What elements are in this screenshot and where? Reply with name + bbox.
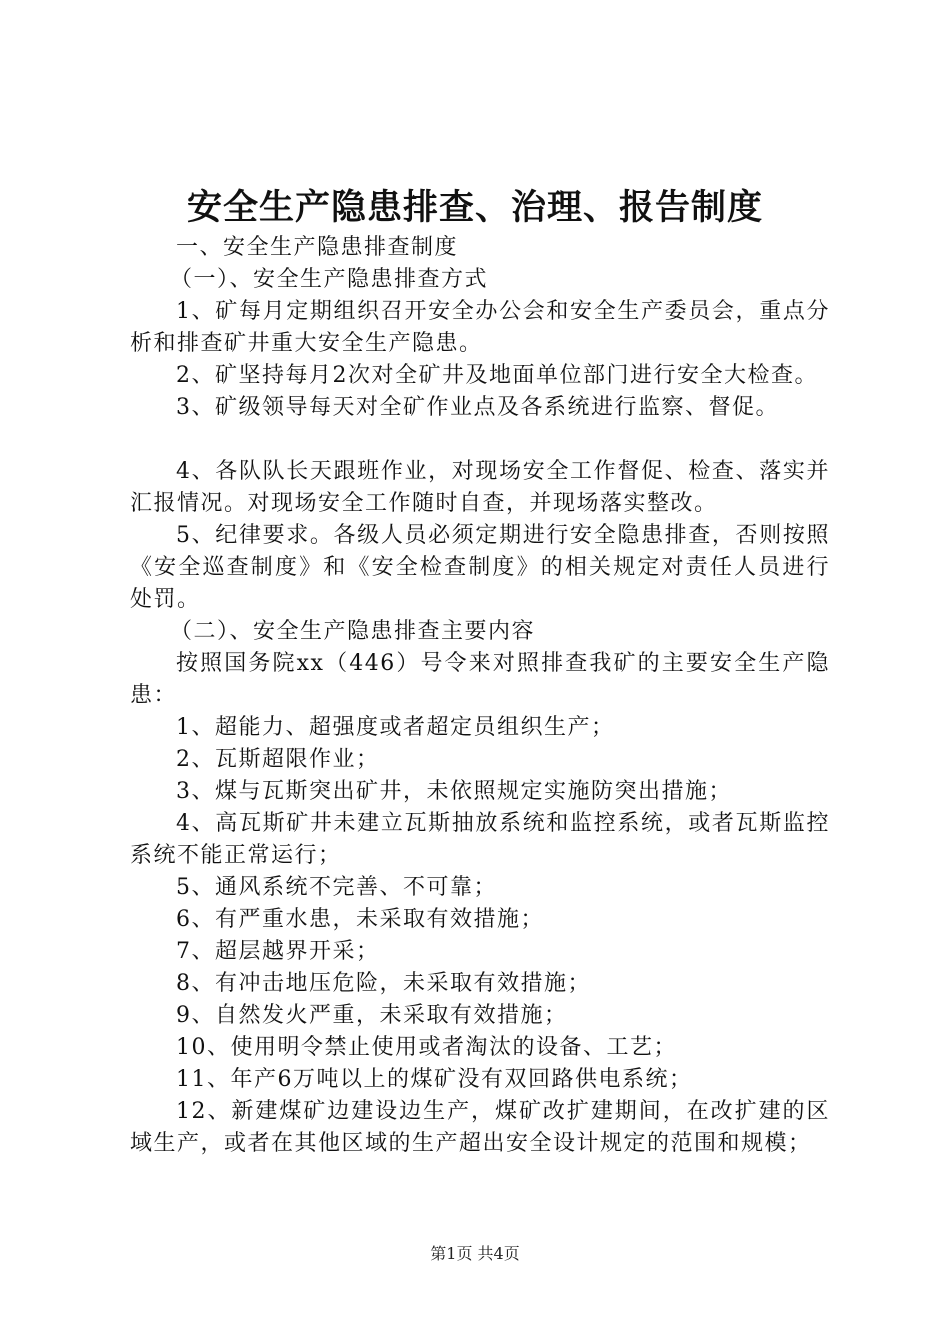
list-item: 5、通风系统不完善、不可靠； <box>176 875 497 900</box>
section-heading-1: 一、安全生产隐患排查制度 <box>176 235 459 260</box>
subsection-heading-1: （一）、安全生产隐患排查方式 <box>170 267 489 292</box>
list-item: 3、矿级领导每天对全矿作业点及各系统进行监察、督促。 <box>176 395 779 420</box>
list-item: 4、各队队长天跟班作业，对现场安全工作督促、检查、落实并汇报情况。对现场安全工作随时自查，并现场落实整改。 <box>130 459 830 516</box>
list-item: 12、新建煤矿边建设边生产，煤矿改扩建期间，在改扩建的区域生产，或者在其他区域的生产超出安全设计规定的范围和规模； <box>130 1099 830 1156</box>
list-item: 1、矿每月定期组织召开安全办公会和安全生产委员会，重点分析和排查矿井重大安全生产隐患。 <box>130 299 830 356</box>
list-item: 11、年产6万吨以上的煤矿没有双回路供电系统； <box>176 1067 693 1092</box>
list-item: 4、高瓦斯矿井未建立瓦斯抽放系统和监控系统，或者瓦斯监控系统不能正常运行； <box>130 811 830 868</box>
list-item: 2、瓦斯超限作业； <box>176 747 380 772</box>
document-title: 安全生产隐患排查、治理、报告制度 <box>186 187 763 228</box>
subsection-heading-2: （二）、安全生产隐患排查主要内容 <box>170 619 536 644</box>
list-item: 10、使用明令禁止使用或者淘汰的设备、工艺； <box>176 1035 677 1060</box>
list-item: 6、有严重水患，未采取有效措施； <box>176 907 544 932</box>
list-item: 3、煤与瓦斯突出矿井，未依照规定实施防突出措施； <box>176 779 732 804</box>
document-body <box>130 232 830 1160</box>
list-item: 9、自然发火严重，未采取有效措施； <box>176 1003 568 1028</box>
list-item: 2、矿坚持每月2次对全矿井及地面单位部门进行安全大检查。 <box>176 363 818 388</box>
paragraph-gap <box>130 424 830 456</box>
list-item: 5、纪律要求。各级人员必须定期进行安全隐患排查，否则按照《安全巡查制度》和《安全检查制度》的相关规定对责任人员进行处罚。 <box>130 523 830 612</box>
page-number-footer: 第1页 共4页 <box>430 1244 520 1263</box>
list-item: 7、超层越界开采； <box>176 939 380 964</box>
list-item: 1、超能力、超强度或者超定员组织生产； <box>176 715 615 740</box>
intro-paragraph: 按照国务院xx（446）号令来对照排查我矿的主要安全生产隐患： <box>130 651 830 708</box>
list-item: 8、有冲击地压危险，未采取有效措施； <box>176 971 591 996</box>
